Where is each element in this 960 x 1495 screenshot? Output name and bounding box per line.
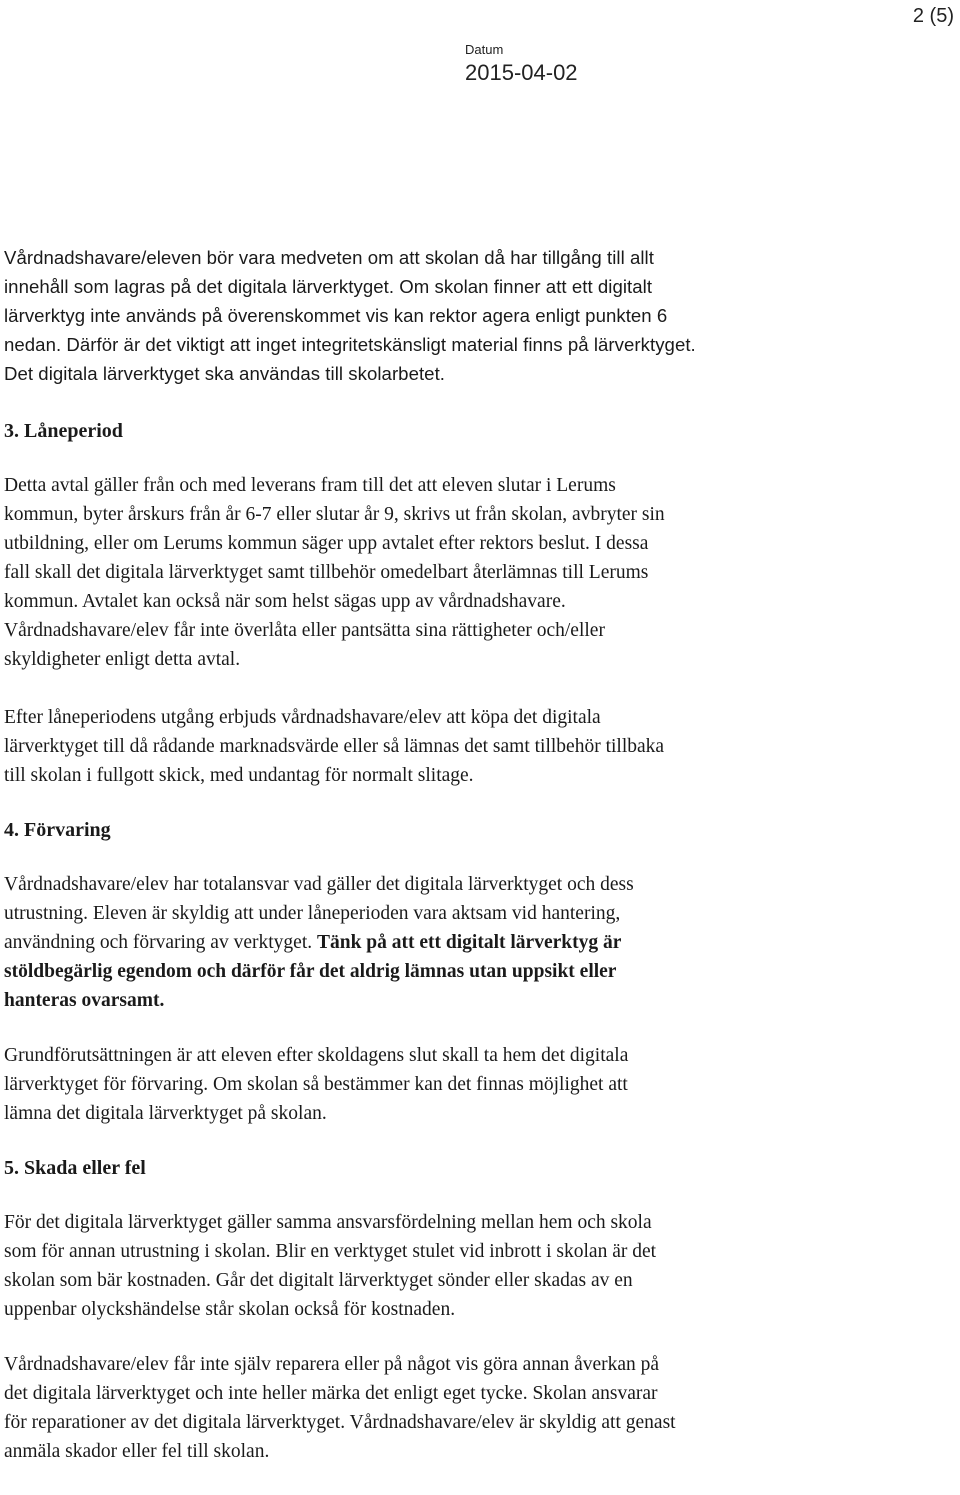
paragraph-line: kommun. Avtalet kan också när som helst sägas upp av vårdnadshavare. [4,591,566,612]
paragraph-line: lärverktyget till då rådande marknadsvärde eller så lämnas det samt tillbehör tillbaka [4,736,665,757]
paragraph-line: för reparationer av det digitala lärverktyget. Vårdnadshavare/elev är skyldig att genast [4,1412,676,1433]
paragraph-line: utrustning. Eleven är skyldig att under låneperioden vara aktsam vid hantering, [4,903,621,924]
paragraph-line: anmäla skador eller fel till skolan. [4,1441,270,1462]
paragraph-line: Vårdnadshavare/elev har totalansvar vad gäller det digitala lärverktyget och dess [4,874,634,895]
intro-line: Vårdnadshavare/eleven bör vara medveten om att skolan då har tillgång till allt [4,247,654,268]
skada-paragraph-1 [4,1208,954,1324]
date-value: 2015-04-02 [465,60,578,85]
skada-paragraph-2 [4,1350,954,1466]
paragraph-line: Vårdnadshavare/elev får inte överlåta eller pantsätta sina rättigheter och/eller [4,620,605,641]
paragraph-line: fall skall det digitala lärverktyget samt tillbehör omedelbart återlämnas till Lerums [4,562,649,583]
paragraph-line: uppenbar olyckshändelse står skolan också för kostnaden. [4,1299,456,1320]
intro-line: innehåll som lagras på det digitala lärverktyget. Om skolan finner att ett digitalt [4,276,653,297]
emphasis-line: stöldbegärlig egendom och därför får det aldrig lämnas utan uppsikt eller [4,961,617,982]
paragraph-line: det digitala lärverktyget och inte heller märka det enligt eget tycke. Skolan ansvarar [4,1383,658,1404]
document-body [4,243,954,1495]
laneperiod-paragraph-2 [4,703,954,790]
intro-paragraph [4,243,954,388]
paragraph-line [4,928,954,957]
paragraph-line: lärverktyget för förvaring. Om skolan så bestämmer kan det finnas möjlighet att [4,1074,628,1095]
emphasis-line: hanteras ovarsamt. [4,990,165,1011]
paragraph-line: Grundförutsättningen är att eleven efter skoldagens slut skall ta hem det digitala [4,1045,629,1066]
paragraph-text: användning och förvaring av verktyget. [4,932,317,953]
section-heading-forvaring: 4. Förvaring [4,819,111,841]
paragraph-line: Efter låneperiodens utgång erbjuds vårdnadshavare/elev att köpa det digitala [4,707,601,728]
page-number: 2 (5) [912,5,954,27]
paragraph-line: skyldigheter enligt detta avtal. [4,649,241,670]
section-heading-skada: 5. Skada eller fel [4,1157,146,1179]
paragraph-line: kommun, byter årskurs från år 6-7 eller slutar år 9, skrivs ut från skolan, avbryter sin [4,504,665,525]
date-label: Datum [465,42,504,57]
paragraph-line: Detta avtal gäller från och med leverans fram till det att eleven slutar i Lerums [4,475,616,496]
paragraph-line: som för annan utrustning i skolan. Blir en verktyget stulet vid inbrott i skolan är det [4,1241,657,1262]
paragraph-line: till skolan i fullgott skick, med undantag för normalt slitage. [4,765,474,786]
section-heading-laneperiod: 3. Låneperiod [4,420,123,442]
intro-line: lärverktyg inte används på överenskommet vis kan rektor agera enligt punkten 6 [4,305,668,326]
intro-line: nedan. Därför är det viktigt att inget integritetskänsligt material finns på lärverktyget. [4,334,696,355]
paragraph-line: Vårdnadshavare/elev får inte själv reparera eller på något vis göra annan åverkan på [4,1354,660,1375]
intro-line: Det digitala lärverktyget ska användas till skolarbetet. [4,363,446,384]
forvaring-paragraph-1 [4,870,954,1015]
emphasis-text: Tänk på att ett digitalt lärverktyg är [316,932,622,953]
laneperiod-paragraph-1 [4,471,954,674]
date-block [465,42,578,86]
paragraph-line: För det digitala lärverktyget gäller samma ansvarsfördelning mellan hem och skola [4,1212,652,1233]
paragraph-line: lämna det digitala lärverktyget på skolan. [4,1103,327,1124]
paragraph-line: skolan som bär kostnaden. Går det digitalt lärverktyget sönder eller skadas av en [4,1270,633,1291]
paragraph-line: utbildning, eller om Lerums kommun säger upp avtalet efter rektors beslut. I dessa [4,533,649,554]
forvaring-paragraph-2 [4,1041,954,1128]
